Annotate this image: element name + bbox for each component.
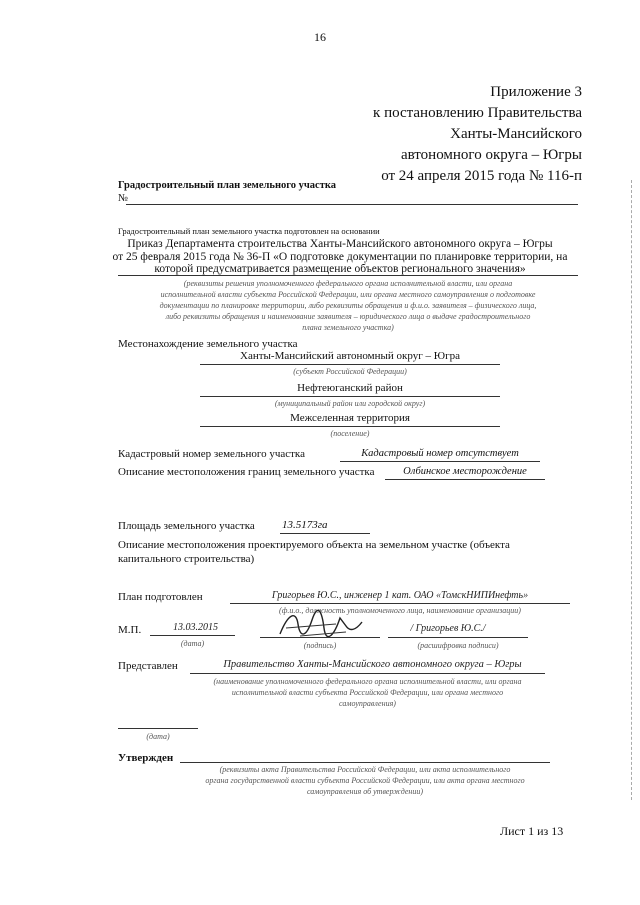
location-subject: Ханты-Мансийский автономный округ – Югра [240, 350, 460, 362]
mp-label: М.П. [118, 624, 142, 636]
appendix-header [373, 82, 582, 187]
boundaries-label: Описание местоположения границ земельного участка [118, 466, 375, 478]
scan-edge [629, 180, 632, 800]
cadastral-value: Кадастровый номер отсутствует [361, 448, 519, 459]
decipher-note: (расшифровка подписи) [417, 641, 499, 650]
basis-underline [118, 275, 578, 276]
cadastral-label: Кадастровый номер земельного участка [118, 448, 305, 460]
basis-order [100, 238, 580, 276]
page-number: 16 [314, 30, 326, 44]
appendix-line2: к постановлению Правительства [373, 105, 582, 121]
submitted-date-note: (дата) [146, 732, 170, 741]
sign-name: / Григорьев Ю.С./ [410, 623, 486, 634]
location-settlement: Межселенная территория [290, 412, 410, 424]
doc-number-label: № [118, 193, 129, 204]
location-subject-note: (субъект Российской Федерации) [293, 367, 407, 376]
location-label: Местонахождение земельного участка [118, 338, 298, 350]
doc-number-line [126, 204, 578, 205]
basis-note: (реквизиты решения уполномоченного федерального органа исполнительной власти, или органа исполнительной власти субъекта Российской Федерации, или органа местного самоуправления о подготовке документации по планировке территории, либо реквизиты обращения и ф.и.о. заявителя – физического лица, либо реквизиты обращения и наименование заявителя – юридического лица о выдаче градостроительного плана земельного участка) [159, 279, 537, 332]
appendix-line1: Приложение 3 [490, 84, 582, 100]
prepared-date-note: (дата) [180, 639, 205, 648]
location-district: Нефтеюганский район [297, 382, 403, 394]
boundaries-value: Олбинское месторождение [403, 466, 527, 477]
location-settlement-note: (поселение) [330, 429, 370, 438]
appendix-line3: Ханты-Мансийского [450, 126, 582, 142]
approved-note: (реквизиты акта Правительства Российской Федерации, или акта исполнительного органа государственной власти субъекта Российской Федерации, или акта органа местного самоуправления об утверждении) [205, 765, 525, 796]
area-value: 13.5173га [282, 519, 328, 531]
location-district-note: (муниципальный район или городской округ) [274, 399, 426, 408]
approved-label: Утвержден [118, 752, 174, 764]
appendix-line4: автономного округа – Югры [400, 147, 582, 163]
submitted-label: Представлен [118, 660, 178, 672]
area-label: Площадь земельного участка [118, 520, 255, 532]
sheet-counter: Лист 1 из 13 [500, 824, 564, 838]
basis-order-line3: которой предусматривается размещение объектов регионального значения» [154, 263, 526, 275]
prepared-date: 13.03.2015 [173, 622, 218, 633]
submitted-note: (наименование уполномоченного федерального органа исполнительной власти, или органа исполнительной власти субъекта Российской Федерации, или органа местного самоуправления) [213, 677, 522, 708]
doc-title: Градостроительный план земельного участка [118, 180, 337, 191]
object-desc: Описание местоположения проектируемого объекта на земельном участке (объекта капитального строительства) [118, 539, 510, 565]
basis-label: Градостроительный план земельного участка подготовлен на основании [118, 226, 380, 236]
submitted-value: Правительство Ханты-Мансийского автономного округа – Югры [223, 659, 522, 670]
basis-order-line2: от 25 февраля 2015 года № 36-П «О подготовке документации по планировке территории, на [112, 250, 568, 263]
prepared-value: Григорьев Ю.С., инженер 1 кат. ОАО «ТомскНИПИнефть» [271, 590, 529, 601]
prepared-label: План подготовлен [118, 591, 203, 603]
basis-order-line1: Приказ Департамента строительства Ханты-Мансийского автономного округа – Югры [127, 238, 553, 250]
sign-note: (подпись) [303, 641, 337, 650]
appendix-line5: от 24 апреля 2015 года № 116-п [381, 168, 582, 184]
prepared-note: (ф.и.о., должность уполномоченного лица, наименование организации) [279, 606, 521, 615]
